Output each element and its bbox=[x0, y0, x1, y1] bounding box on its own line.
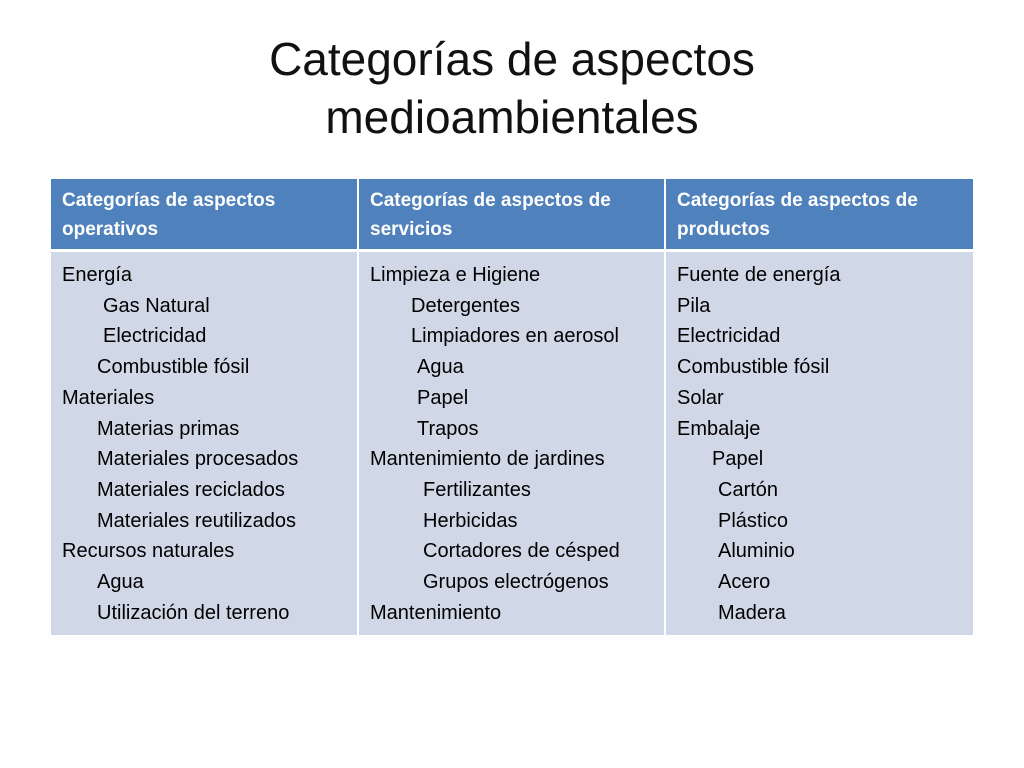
list-subitem: Materiales procesados bbox=[97, 448, 299, 471]
table-header-row bbox=[51, 179, 973, 251]
list-item: Embalaje bbox=[677, 417, 761, 440]
list-subitem: Agua bbox=[97, 571, 144, 594]
list-item: Solar bbox=[677, 386, 724, 409]
list-subitem: Aluminio bbox=[718, 540, 795, 563]
list-item: Mantenimiento bbox=[370, 601, 502, 624]
list-subitem: Herbicidas bbox=[423, 509, 518, 532]
slide-title-line2: medioambientales bbox=[325, 91, 699, 143]
table-row bbox=[51, 251, 973, 636]
list-subitem: Materiales reutilizados bbox=[97, 509, 296, 532]
list-subitem: Electricidad bbox=[103, 325, 207, 348]
list-subitem: Limpiadores en aerosol bbox=[411, 325, 619, 348]
list-item: Combustible fósil bbox=[677, 356, 830, 379]
list-subitem: Materias primas bbox=[97, 417, 240, 440]
list-subitem: Detergentes bbox=[411, 294, 520, 317]
list-item: Fuente de energía bbox=[677, 264, 841, 286]
list-subitem: Cortadores de césped bbox=[423, 540, 620, 563]
list-subitem: Materiales reciclados bbox=[97, 478, 285, 501]
slide-title-line1: Categorías de aspectos bbox=[269, 33, 755, 85]
service-aspects-cell bbox=[358, 251, 665, 636]
list-subitem: Combustible fósil bbox=[97, 356, 250, 379]
list-item: Pila bbox=[677, 294, 711, 317]
list-subitem: Papel bbox=[712, 448, 764, 471]
list-subitem: Papel bbox=[417, 386, 469, 409]
list-subitem: Madera bbox=[718, 601, 786, 624]
list-item: Recursos naturales bbox=[62, 540, 235, 563]
list-subitem: Grupos electrógenos bbox=[423, 571, 609, 594]
list-subitem: Acero bbox=[718, 571, 771, 594]
list-subitem: Gas Natural bbox=[103, 294, 210, 317]
header-operational-aspects: Categorías de aspectos operativos bbox=[51, 179, 358, 251]
list-subitem: Agua bbox=[417, 356, 464, 379]
header-service-aspects: Categorías de aspectos de servicios bbox=[358, 179, 665, 251]
list-subitem: Trapos bbox=[417, 417, 479, 440]
list-subitem: Fertilizantes bbox=[423, 478, 531, 501]
header-product-aspects: Categorías de aspectos de productos bbox=[665, 179, 973, 251]
list-subitem: Plástico bbox=[718, 509, 789, 532]
product-aspects-cell bbox=[665, 251, 973, 636]
list-item: Electricidad bbox=[677, 325, 781, 348]
list-item: Materiales bbox=[62, 386, 155, 409]
list-subitem: Utilización del terreno bbox=[97, 601, 290, 624]
list-item: Limpieza e Higiene bbox=[370, 264, 541, 286]
list-subitem: Cartón bbox=[718, 478, 779, 501]
list-item: Energía bbox=[62, 264, 133, 286]
list-item: Mantenimiento de jardines bbox=[370, 448, 605, 471]
aspects-table-container bbox=[51, 179, 973, 635]
operational-aspects-cell bbox=[51, 251, 358, 636]
aspects-table bbox=[51, 179, 973, 635]
slide-title bbox=[0, 30, 1024, 146]
